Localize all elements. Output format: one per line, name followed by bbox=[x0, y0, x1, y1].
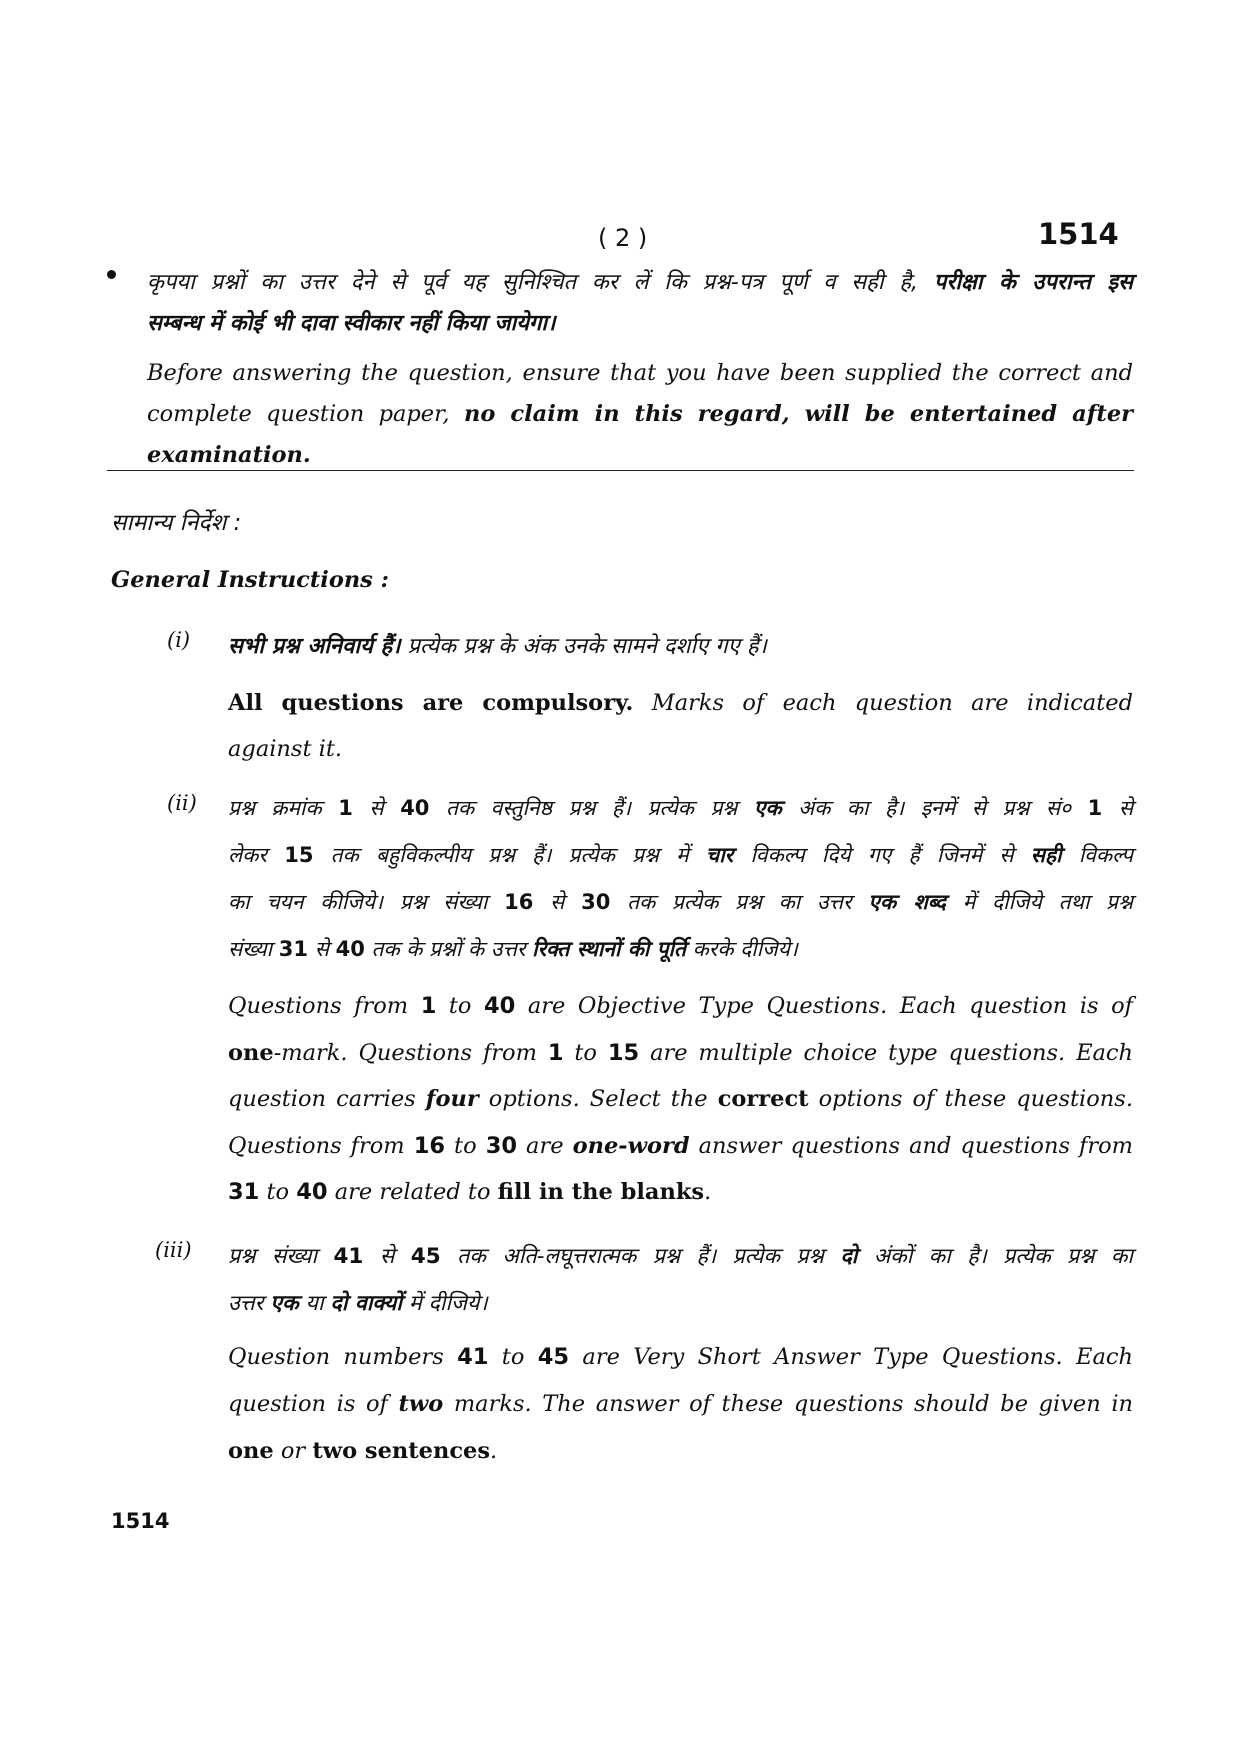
number-span: 16 bbox=[504, 890, 534, 914]
number-span: 41 bbox=[457, 1344, 489, 1370]
number-span: 30 bbox=[485, 1132, 517, 1159]
instruction-1-english-line2: against it. bbox=[228, 736, 343, 762]
bold-span: fill in the blanks bbox=[497, 1179, 705, 1205]
text-span: करके दीजिये। bbox=[692, 937, 798, 961]
instruction-number: (ii) bbox=[167, 791, 197, 815]
text-span: are multiple choice type questions. Each bbox=[650, 1039, 1134, 1066]
text-span: से bbox=[379, 1244, 395, 1269]
notice-hindi-bold: परीक्षा के उपरान्त इस bbox=[933, 270, 1133, 295]
number-span: 31 bbox=[278, 937, 309, 961]
text-span: Questions from bbox=[228, 1132, 405, 1159]
bold-span: correct bbox=[717, 1086, 809, 1112]
text-span: से bbox=[369, 796, 384, 820]
page-number: ( 2 ) bbox=[598, 224, 648, 252]
text-span: प्रश्न क्रमांक bbox=[228, 796, 322, 820]
notice-hindi-bold-2: सम्बन्ध में कोई भी दावा स्वीकार नहीं किया जायेगा। bbox=[147, 311, 556, 336]
number-span: 1 bbox=[1087, 796, 1103, 820]
text-span: question carries bbox=[228, 1086, 416, 1112]
text-span: -mark. Questions from bbox=[273, 1039, 537, 1066]
instruction-1-english bbox=[228, 680, 1133, 772]
text-span: to bbox=[266, 1179, 290, 1205]
number-span: 45 bbox=[537, 1344, 570, 1370]
text-span: लेकर bbox=[228, 843, 267, 867]
number-span: 45 bbox=[410, 1244, 441, 1269]
text-span: to bbox=[454, 1132, 477, 1159]
text-span: से bbox=[1118, 796, 1134, 820]
text-span: से bbox=[314, 937, 329, 961]
notice-hindi-text: कृपया प्रश्नों का उत्तर देने से पूर्व यह सुनिश्चित कर लें कि प्रश्न-पत्र पूर्ण व सही है, bbox=[147, 270, 919, 295]
bold-span: one bbox=[228, 1438, 274, 1464]
instruction-1-hindi-bold: सभी प्रश्न अनिवार्य हैं। bbox=[228, 634, 401, 659]
text-span: Questions from bbox=[228, 993, 409, 1019]
text-span: to bbox=[574, 1039, 597, 1066]
instruction-1-english-bold: All questions are compulsory. bbox=[228, 690, 634, 716]
text-span: Question numbers bbox=[228, 1344, 444, 1370]
text-span: का चयन कीजिये। प्रश्न संख्या bbox=[228, 890, 488, 914]
instruction-2-english bbox=[228, 983, 1133, 1216]
text-span: से bbox=[550, 890, 565, 914]
text-span: are Very Short Answer Type Questions. Each bbox=[582, 1344, 1133, 1370]
instruction-1-english-text: Marks of each question are indicated bbox=[651, 690, 1133, 716]
divider bbox=[107, 470, 1134, 471]
general-instructions-heading: General Instructions : bbox=[111, 567, 389, 593]
text-span: question is of bbox=[228, 1391, 388, 1417]
number-span: 40 bbox=[296, 1179, 328, 1205]
text-span: तक प्रत्येक प्रश्न का उत्तर bbox=[627, 890, 852, 914]
bold-span: two bbox=[398, 1391, 444, 1417]
text-span: . bbox=[704, 1179, 712, 1205]
text-span: are Objective Type Questions. Each question is of bbox=[527, 993, 1133, 1019]
text-span: . bbox=[490, 1438, 498, 1464]
number-span: 16 bbox=[413, 1132, 445, 1159]
bullet-icon bbox=[107, 270, 116, 279]
text-span: तक बहुविकल्पीय प्रश्न हैं। प्रत्येक प्रश्न में bbox=[330, 843, 689, 867]
text-span: तक के प्रश्नों के उत्तर bbox=[371, 937, 526, 961]
text-span: तक वस्तुनिष्ठ प्रश्न हैं। प्रत्येक प्रश्न bbox=[446, 796, 738, 820]
text-span: में दीजिये तथा प्रश्न bbox=[962, 890, 1133, 914]
notice-english bbox=[147, 353, 1133, 476]
instruction-1-hindi-text: प्रत्येक प्रश्न के अंक उनके सामने दर्शाए गए हैं। bbox=[407, 634, 767, 659]
bold-span: four bbox=[425, 1086, 479, 1112]
text-span: प्रश्न संख्या bbox=[228, 1244, 318, 1269]
number-span: 40 bbox=[484, 993, 516, 1019]
instruction-2-hindi bbox=[228, 785, 1133, 973]
paper-code: 1514 bbox=[1038, 217, 1119, 251]
bold-span: एक bbox=[270, 1291, 299, 1316]
text-span: उत्तर bbox=[228, 1291, 264, 1316]
number-span: 15 bbox=[607, 1039, 640, 1066]
text-span: तक अति-लघूत्तरात्मक प्रश्न हैं। प्रत्येक प्रश्न bbox=[457, 1244, 824, 1269]
bold-span: रिक्त स्थानों की पूर्ति bbox=[532, 937, 686, 961]
text-span: अंक का है। इनमें से प्रश्न सं० bbox=[798, 796, 1072, 820]
bold-span: दो bbox=[840, 1244, 858, 1269]
number-span: 1 bbox=[338, 796, 353, 820]
bold-span: सही bbox=[1030, 843, 1062, 867]
text-span: answer questions and questions from bbox=[698, 1132, 1134, 1159]
text-span: संख्या bbox=[228, 937, 273, 961]
text-span: to bbox=[501, 1344, 525, 1370]
text-span: to bbox=[448, 993, 472, 1019]
number-span: 15 bbox=[284, 843, 314, 867]
bold-span: एक bbox=[753, 796, 782, 820]
bold-span: एक शब्द bbox=[868, 890, 946, 914]
notice-hindi bbox=[147, 262, 1133, 344]
instruction-3-english bbox=[228, 1334, 1133, 1475]
bold-span: दो वाक्यों bbox=[330, 1291, 402, 1316]
bold-span: one-word bbox=[572, 1132, 690, 1159]
instruction-1-hindi bbox=[228, 624, 1133, 670]
instruction-number: (iii) bbox=[155, 1238, 192, 1262]
general-instructions-hindi-heading: सामान्य निर्देश : bbox=[111, 510, 242, 536]
instruction-3-hindi bbox=[228, 1233, 1133, 1327]
text-span: are bbox=[526, 1132, 564, 1159]
number-span: 40 bbox=[400, 796, 430, 820]
bold-span: चार bbox=[705, 843, 734, 867]
number-span: 31 bbox=[228, 1179, 260, 1205]
text-span: में दीजिये। bbox=[408, 1291, 488, 1316]
text-span: या bbox=[305, 1291, 324, 1316]
text-span: options of these questions. bbox=[818, 1086, 1133, 1112]
text-span: are related to bbox=[334, 1179, 491, 1205]
text-span: अंकों का है। प्रत्येक प्रश्न का bbox=[873, 1244, 1134, 1269]
notice-english-text: complete question paper, bbox=[147, 401, 450, 427]
text-span: marks. The answer of these questions should be given in bbox=[453, 1391, 1134, 1417]
text-span: or bbox=[280, 1438, 306, 1464]
number-span: 1 bbox=[547, 1039, 564, 1066]
notice-english-bold: no claim in this regard, will be entertained after bbox=[463, 401, 1133, 427]
text-span: options. Select the bbox=[488, 1086, 708, 1112]
number-span: 40 bbox=[335, 937, 365, 961]
text-span: विकल्प bbox=[1078, 843, 1134, 867]
notice-english-line1: Before answering the question, ensure that you have been supplied the correct and bbox=[147, 360, 1133, 386]
number-span: 30 bbox=[581, 890, 611, 914]
paper-code-footer: 1514 bbox=[111, 1509, 170, 1533]
number-span: 41 bbox=[333, 1244, 364, 1269]
text-span: विकल्प दिये गए हैं जिनमें से bbox=[750, 843, 1014, 867]
bold-span: two sentences bbox=[312, 1438, 491, 1464]
instruction-number: (i) bbox=[167, 628, 191, 652]
notice-english-bold-2: examination. bbox=[147, 442, 311, 468]
bold-span: one bbox=[228, 1039, 274, 1066]
number-span: 1 bbox=[420, 993, 437, 1019]
